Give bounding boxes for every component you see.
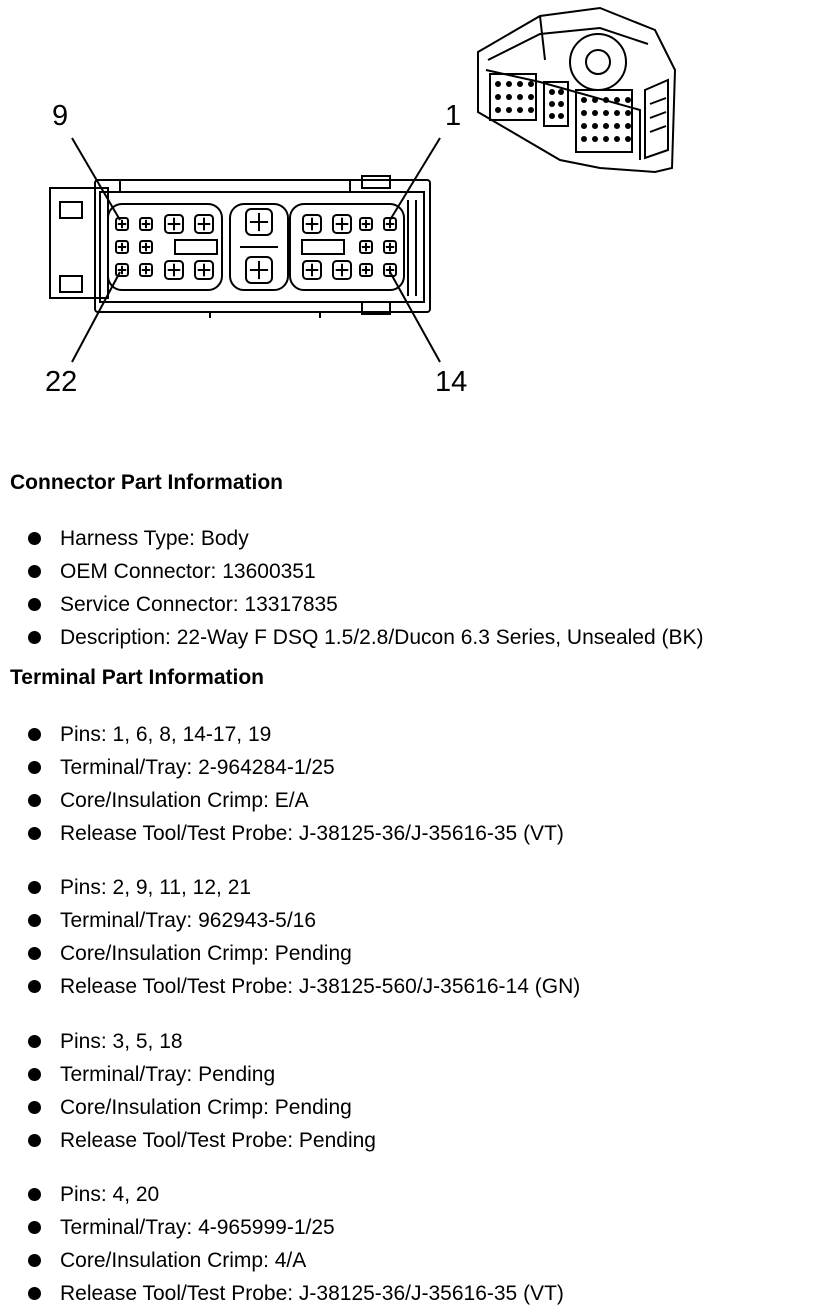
bullet-icon: [28, 1254, 41, 1267]
terminal-info-item-text: Release Tool/Test Probe: J-38125-36/J-35616-35 (VT): [60, 1282, 564, 1305]
bullet-icon: [28, 761, 41, 774]
terminal-info-item: [0, 1058, 376, 1091]
connector-info-item-text: Description: 22-Way F DSQ 1.5/2.8/Ducon 6.3 Series, Unsealed (BK): [60, 626, 704, 649]
isometric-terminal-dot: [603, 136, 609, 142]
terminal-cavity-icon: [303, 215, 321, 233]
terminal-info-item: [0, 718, 564, 751]
terminal-cavity-icon: [384, 264, 396, 276]
isometric-terminal-dot: [558, 101, 564, 107]
bullet-icon: [28, 565, 41, 578]
connector-part-heading: Connector Part Information: [10, 471, 284, 494]
terminal-group-3-list: [0, 1025, 376, 1157]
bullet-icon: [28, 947, 41, 960]
pin-label-14: 14: [435, 366, 468, 398]
bullet-icon: [28, 728, 41, 741]
terminal-info-item-text: Core/Insulation Crimp: E/A: [60, 789, 309, 812]
terminal-cavity-icon: [195, 261, 213, 279]
connector-diagram: [0, 0, 832, 440]
terminal-cavity-icon: [360, 264, 372, 276]
terminal-info-item-text: Release Tool/Test Probe: Pending: [60, 1129, 376, 1152]
pin-label-1: 1: [445, 100, 462, 132]
connector-isometric-view: [478, 8, 675, 172]
isometric-terminal-dot: [581, 136, 587, 142]
terminal-info-item-text: Pins: 1, 6, 8, 14-17, 19: [60, 723, 272, 746]
connector-face-drawing: [0, 0, 832, 440]
isometric-terminal-dot: [592, 136, 598, 142]
isometric-terminal-dot: [549, 101, 555, 107]
bullet-icon: [28, 1035, 41, 1048]
terminal-info-item-text: Terminal/Tray: 2-964284-1/25: [60, 756, 335, 779]
connector-part-list: [0, 522, 704, 654]
connector-info-item: [0, 588, 704, 621]
connector-info-item-text: OEM Connector: 13600351: [60, 560, 316, 583]
terminal-cavity-icon: [140, 241, 152, 253]
bullet-icon: [28, 631, 41, 644]
terminal-cavity-icon: [246, 257, 272, 283]
terminal-cavity-icon: [333, 261, 351, 279]
connector-info-item: [0, 555, 704, 588]
isometric-terminal-dot: [517, 107, 523, 113]
terminal-info-item: [0, 970, 580, 1003]
isometric-terminal-dot: [603, 123, 609, 129]
terminal-info-item-text: Release Tool/Test Probe: J-38125-560/J-35616-14 (GN): [60, 975, 581, 998]
bullet-icon: [28, 1134, 41, 1147]
terminal-cavity-icon: [116, 241, 128, 253]
isometric-terminal-dot: [558, 89, 564, 95]
pin-label-22: 22: [45, 366, 78, 398]
terminal-info-item-text: Pins: 3, 5, 18: [60, 1030, 183, 1053]
isometric-terminal-dot: [549, 113, 555, 119]
terminal-cavity-icon: [165, 261, 183, 279]
terminal-cavity-icon: [333, 215, 351, 233]
terminal-cavity-icon: [360, 218, 372, 230]
isometric-terminal-dot: [528, 107, 534, 113]
bullet-icon: [28, 881, 41, 894]
bullet-icon: [28, 980, 41, 993]
connector-info-item-text: Harness Type: Body: [60, 527, 249, 550]
terminal-info-item: [0, 1025, 376, 1058]
terminal-info-item-text: Terminal/Tray: 4-965999-1/25: [60, 1216, 335, 1239]
terminal-cavity-icon: [116, 218, 128, 230]
bullet-icon: [28, 1188, 41, 1201]
isometric-terminal-dot: [528, 81, 534, 87]
isometric-terminal-dot: [625, 97, 631, 103]
terminal-info-item-text: Pins: 4, 20: [60, 1183, 160, 1206]
terminal-cavity-icon: [195, 215, 213, 233]
isometric-terminal-dot: [614, 110, 620, 116]
terminal-info-item: [0, 937, 580, 970]
bullet-icon: [28, 914, 41, 927]
isometric-terminal-dot: [495, 81, 501, 87]
isometric-terminal-dot: [603, 97, 609, 103]
connector-info-item: [0, 621, 704, 654]
terminal-info-item: [0, 1244, 564, 1277]
isometric-terminal-dot: [592, 110, 598, 116]
isometric-terminal-dot: [625, 136, 631, 142]
terminal-group-2-list: [0, 871, 580, 1003]
bullet-icon: [28, 794, 41, 807]
terminal-cavity-icon: [140, 264, 152, 276]
isometric-terminal-dot: [528, 94, 534, 100]
terminal-info-item-text: Release Tool/Test Probe: J-38125-36/J-35616-35 (VT): [60, 822, 564, 845]
terminal-info-item: [0, 817, 564, 850]
bullet-icon: [28, 827, 41, 840]
terminal-cavity-icon: [303, 261, 321, 279]
isometric-terminal-dot: [603, 110, 609, 116]
terminal-info-item: [0, 751, 564, 784]
isometric-terminal-dot: [592, 97, 598, 103]
bullet-icon: [28, 1287, 41, 1300]
terminal-info-item: [0, 784, 564, 817]
terminal-info-item: [0, 1091, 376, 1124]
isometric-terminal-dot: [495, 107, 501, 113]
pin-label-9: 9: [52, 100, 69, 132]
terminal-info-item-text: Core/Insulation Crimp: 4/A: [60, 1249, 307, 1272]
isometric-terminal-dot: [592, 123, 598, 129]
bullet-icon: [28, 598, 41, 611]
isometric-terminal-dot: [625, 123, 631, 129]
bullet-icon: [28, 1221, 41, 1234]
isometric-terminal-dot: [506, 107, 512, 113]
isometric-terminal-dot: [625, 110, 631, 116]
isometric-terminal-dot: [581, 110, 587, 116]
terminal-group-1-list: [0, 718, 564, 850]
bullet-icon: [28, 532, 41, 545]
connector-info-item-text: Service Connector: 13317835: [60, 593, 338, 616]
isometric-terminal-dot: [549, 89, 555, 95]
isometric-terminal-dot: [614, 123, 620, 129]
terminal-group-4-list: [0, 1178, 564, 1310]
terminal-cavity-icon: [165, 215, 183, 233]
isometric-terminal-dot: [517, 94, 523, 100]
terminal-cavity-icon: [360, 241, 372, 253]
terminal-info-item: [0, 1124, 376, 1157]
isometric-terminal-dot: [581, 123, 587, 129]
isometric-terminal-dot: [614, 97, 620, 103]
terminal-info-item-text: Core/Insulation Crimp: Pending: [60, 942, 352, 965]
terminal-info-item: [0, 871, 580, 904]
connector-info-item: [0, 522, 704, 555]
terminal-cavity-icon: [140, 218, 152, 230]
isometric-terminal-dot: [506, 94, 512, 100]
terminal-info-item: [0, 1211, 564, 1244]
terminal-info-item-text: Core/Insulation Crimp: Pending: [60, 1096, 352, 1119]
terminal-info-item: [0, 1277, 564, 1310]
isometric-terminal-dot: [506, 81, 512, 87]
isometric-terminal-dot: [558, 113, 564, 119]
terminal-info-item: [0, 904, 580, 937]
terminal-info-item-text: Terminal/Tray: Pending: [60, 1063, 276, 1086]
bullet-icon: [28, 1101, 41, 1114]
bullet-icon: [28, 1068, 41, 1081]
terminal-info-item: [0, 1178, 564, 1211]
isometric-terminal-dot: [581, 97, 587, 103]
isometric-terminal-dot: [614, 136, 620, 142]
terminal-part-heading: Terminal Part Information: [10, 666, 264, 689]
terminal-cavity-icon: [246, 209, 272, 235]
terminal-info-item-text: Pins: 2, 9, 11, 12, 21: [60, 876, 252, 899]
terminal-info-item-text: Terminal/Tray: 962943-5/16: [60, 909, 317, 932]
isometric-terminal-dot: [495, 94, 501, 100]
isometric-terminal-dot: [517, 81, 523, 87]
terminal-cavity-icon: [384, 241, 396, 253]
